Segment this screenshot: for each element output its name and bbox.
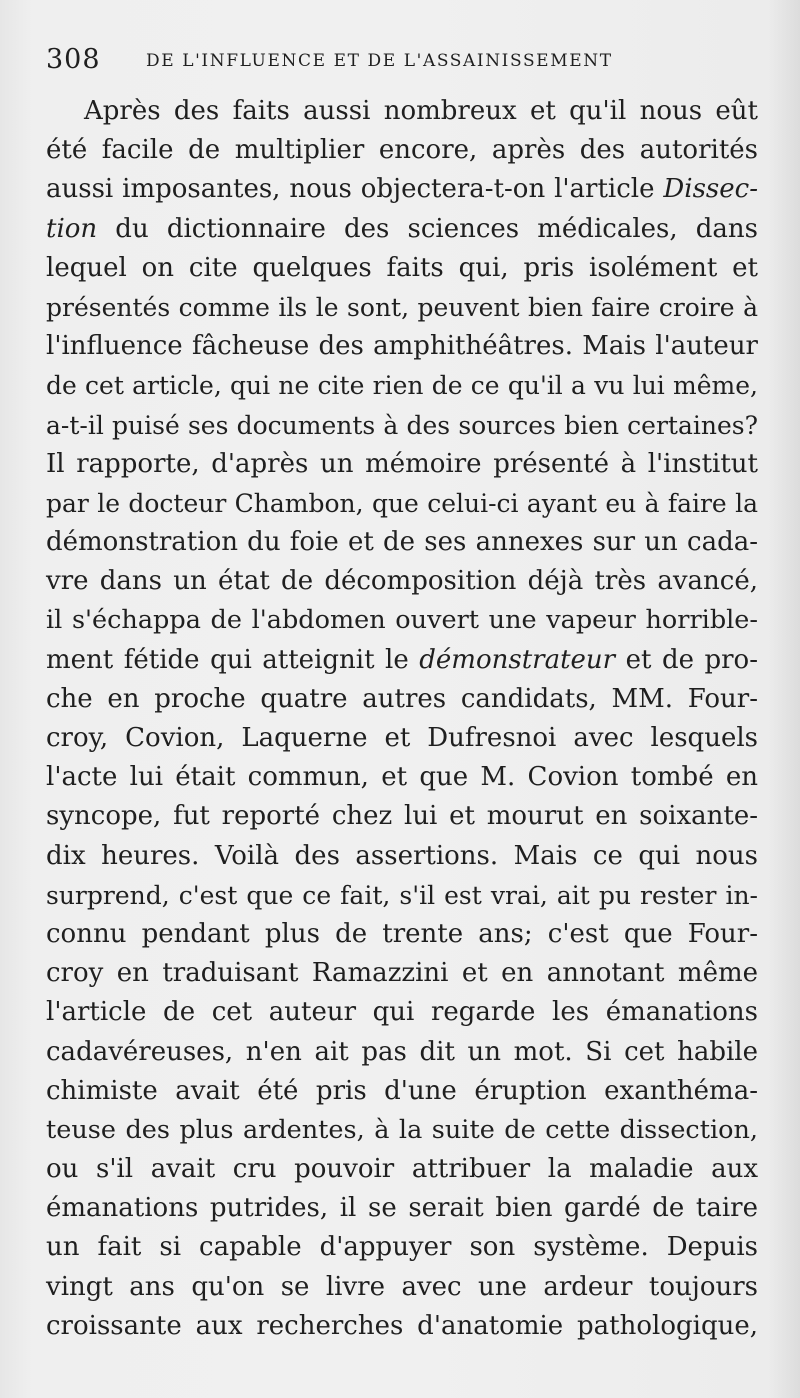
text-segment: croy en traduisant Ramazzini et en annotant même [46,958,758,989]
text-line [46,758,758,797]
body-text [46,92,758,1346]
text-segment: l'influence fâcheuse des amphithéâtres. Mais l'auteur [46,331,758,362]
text-line [46,92,758,131]
text-line [46,1150,758,1189]
text-segment: Il rapporte, d'après un mémoire présenté à l'institut [46,448,758,479]
text-line [46,131,758,170]
text-segment: Après des faits aussi nombreux et qu'il nous eût [84,96,758,126]
text-line [46,170,758,209]
page-header [46,44,756,84]
text-line [46,484,758,523]
text-segment: par le docteur Chambon, que celui-ci ayant eu à faire la [46,488,758,518]
text-segment: ou s'il avait cru pouvoir attribuer la maladie aux [46,1154,758,1185]
text-line [46,288,758,327]
text-segment: émanations putrides, il se serait bien gardé de taire [46,1193,758,1224]
text-line [46,523,758,562]
text-line [46,366,758,405]
text-segment: présentés comme ils le sont, peuvent bien faire croire à [46,292,758,322]
text-line [46,562,758,601]
text-segment: lequel on cite quelques faits qui, pris isolément et [46,252,758,283]
text-line [46,601,758,640]
text-line [46,641,758,680]
text-segment: il s'échappa de l'abdomen ouvert une vapeur horrible- [46,605,758,636]
italic-text: démonstrateur [419,644,616,675]
italic-text: Dissec- [663,174,758,205]
page-number: 308 [46,44,101,75]
text-line [46,327,758,366]
text-line [46,445,758,484]
text-segment: surprend, c'est que ce fait, s'il est vrai, ait pu rester in- [46,880,758,910]
text-segment: du dictionnaire des sciences médicales, dans [97,213,758,244]
text-line [46,797,758,836]
text-segment: dix heures. Voilà des assertions. Mais ce qui nous [46,840,758,871]
text-segment: cadavéreuses, n'en ait pas dit un mot. Si cet habile [46,1036,758,1067]
text-segment: croy, Covion, Laquerne et Dufresnoi avec lesquels [46,723,758,753]
text-line [46,1189,758,1228]
text-line [46,993,758,1032]
text-segment: croissante aux recherches d'anatomie pathologique, [46,1310,758,1341]
text-segment: vre dans un état de décomposition déjà très avancé, [46,566,758,597]
text-segment: teuse des plus ardentes, à la suite de cette dissection, [46,1114,758,1145]
text-line [46,680,758,719]
text-segment: et de pro- [615,644,758,675]
text-line [46,837,758,876]
text-segment: connu pendant plus de trente ans; c'est que Four- [46,918,758,949]
text-line [46,1268,758,1307]
text-line [46,1307,758,1346]
text-line [46,915,758,954]
text-line [46,876,758,915]
text-segment: été facile de multiplier encore, après des autorités [46,135,758,166]
text-segment: de cet article, qui ne cite rien de ce qu'il a vu lui même, [46,371,758,401]
text-line [46,249,758,288]
text-segment: aussi imposantes, nous objectera-t-on l'article [46,174,664,205]
text-segment: che en proche quatre autres candidats, MM. Four- [46,683,758,714]
text-line [46,1111,758,1150]
italic-text: tion [46,213,98,244]
text-line [46,1228,758,1267]
text-segment: chimiste avait été pris d'une éruption exanthéma- [46,1075,758,1106]
text-line [46,406,758,445]
text-segment: l'article de cet auteur qui regarde les émanations [46,997,758,1028]
text-line [46,1033,758,1072]
text-line [46,210,758,249]
text-segment: l'acte lui était commun, et que M. Covion tombé en [46,762,758,793]
text-segment: démonstration du foie et de ses annexes sur un cada- [46,527,758,558]
text-line [46,1072,758,1111]
text-line [46,954,758,993]
text-segment: a-t-il puisé ses documents à des sources bien certaines? [46,410,758,440]
text-segment: vingt ans qu'on se livre avec une ardeur toujours [46,1271,758,1302]
text-segment: syncope, fut reporté chez lui et mourut en soixante- [46,801,758,832]
text-segment: un fait si capable d'appuyer son système. Depuis [46,1232,758,1263]
text-segment: ment fétide qui atteignit le [46,644,420,675]
running-head: DE L'INFLUENCE ET DE L'ASSAINISSEMENT [146,51,613,71]
text-line [46,719,758,758]
